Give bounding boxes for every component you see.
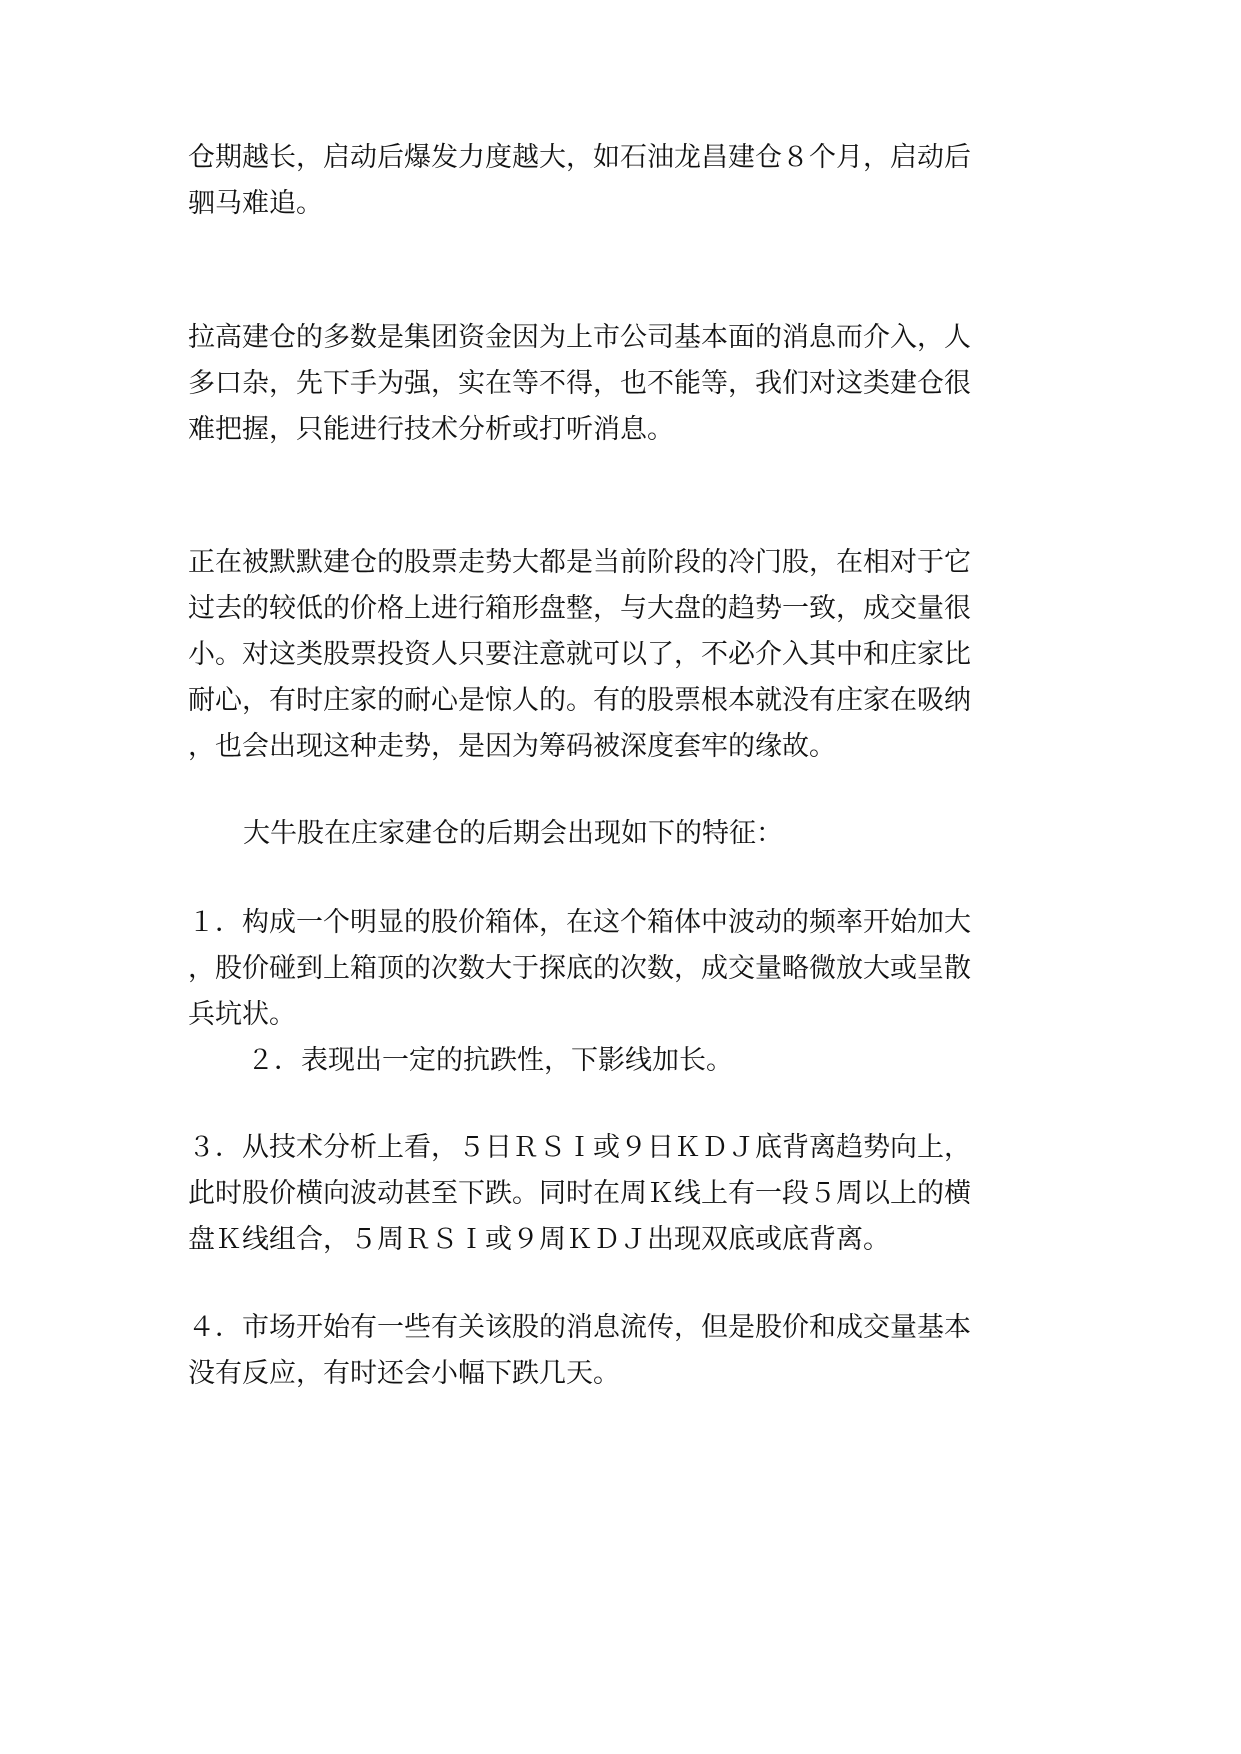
- paragraph-3-line-2: 过去的较低的价格上进行箱形盘整，与大盘的趋势一致，成交量很: [188, 593, 971, 624]
- item-1-line-3: 兵坑状。: [188, 999, 296, 1030]
- item-4-line-1: ４．市场开始有一些有关该股的消息流传，但是股价和成交量基本: [188, 1312, 971, 1343]
- paragraph-2-line-1: 拉高建仓的多数是集团资金因为上市公司基本面的消息而介入，人: [188, 322, 971, 353]
- item-2-line-1: ２．表现出一定的抗跌性，下影线加长。: [247, 1045, 733, 1076]
- paragraph-2-line-3: 难把握，只能进行技术分析或打听消息。: [188, 414, 674, 445]
- item-3-line-3: 盘Ｋ线组合，５周ＲＳＩ或９周ＫＤＪ出现双底或底背离。: [188, 1224, 890, 1255]
- paragraph-2-line-2: 多口杂，先下手为强，实在等不得，也不能等，我们对这类建仓很: [188, 368, 971, 399]
- paragraph-1-line-1: 仓期越长，启动后爆发力度越大，如石油龙昌建仓８个月，启动后: [188, 142, 971, 173]
- item-1-line-1: １．构成一个明显的股价箱体，在这个箱体中波动的频率开始加大: [188, 907, 971, 938]
- item-4-line-2: 没有反应，有时还会小幅下跌几天。: [188, 1358, 620, 1389]
- features-intro: 大牛股在庄家建仓的后期会出现如下的特征：: [243, 818, 783, 849]
- paragraph-1-line-2: 驷马难追。: [188, 188, 323, 219]
- paragraph-3-line-5: ，也会出现这种走势，是因为筹码被深度套牢的缘故。: [188, 731, 836, 762]
- item-3-line-1: ３．从技术分析上看，５日ＲＳＩ或９日ＫＤＪ底背离趋势向上，: [188, 1132, 971, 1163]
- paragraph-3-line-4: 耐心，有时庄家的耐心是惊人的。有的股票根本就没有庄家在吸纳: [188, 685, 971, 716]
- item-1-line-2: ，股价碰到上箱顶的次数大于探底的次数，成交量略微放大或呈散: [188, 953, 971, 984]
- paragraph-3-line-3: 小。对这类股票投资人只要注意就可以了，不必介入其中和庄家比: [188, 639, 971, 670]
- item-3-line-2: 此时股价横向波动甚至下跌。同时在周Ｋ线上有一段５周以上的横: [188, 1178, 971, 1209]
- paragraph-3-line-1: 正在被默默建仓的股票走势大都是当前阶段的冷门股，在相对于它: [188, 547, 971, 578]
